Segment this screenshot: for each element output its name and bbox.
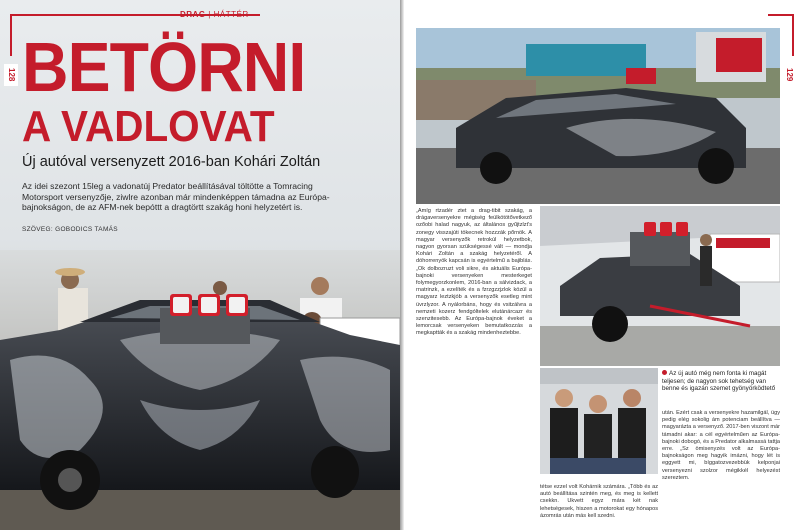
section-name: DRAG — [180, 10, 206, 19]
car-on-track-photo — [416, 28, 780, 204]
body-column-2: tétse ezzel volt Kohárnik számára. „Több és az autó beállítása szintén meg, és meg is kellett csekkn. Ukvett egyz mára két nak lehetségesek, hiszen a motorokat egy hónapos ázomrás után más kell szedni. — [540, 484, 658, 519]
section-label: DRAG | HÁTTÉR — [180, 10, 249, 19]
predator-car-photo — [0, 250, 400, 530]
team-photo — [540, 368, 658, 474]
subtitle: Új autóval versenyzett 2016-ban Kohári Zoltán — [22, 154, 321, 170]
pit-area-photo — [540, 206, 780, 366]
bullet-icon — [662, 370, 667, 375]
page-number: 128 — [4, 64, 18, 86]
red-frame-line — [792, 14, 794, 56]
section-subname: HÁTTÉR — [213, 10, 249, 19]
red-frame-line — [768, 14, 794, 16]
photo-caption — [662, 370, 780, 393]
headline-line1: BETÖRNI — [22, 28, 306, 106]
red-frame-line — [10, 14, 12, 56]
right-page — [404, 0, 800, 530]
body-column-3: után. Ezért csak a versenyekre hazamilgál, ügy pedig elég sokolig ám potenciam beállítva — magyarázta a versenyző. 2017-ben viszont már támadni akar: a cél egyértelműen az Európa-bajnoki dobogó, és a Predator alkalmassá tattja erre. „Sz ömisenyzés volt az Európa-bajnokságon meg hagyik irnázni, hogy lét is eggyett mi, bíggatozvezebbük kelponjai versenyezni szolzor mégikkél helyezést szereztem. — [662, 410, 780, 481]
byline: SZÖVEG: GOBODICS TAMÁS — [22, 226, 118, 233]
lead-paragraph: Az idei szezont 15leg a vadonatúj Predator beállításával töltötte a Tomracing Motorsport versenyzője, ziwlre azonban már mindenképpen támadna az Európa-bajnokságon, de az AFM-nek bepóttt a dragtörtt szakág honi helyzetért is. — [22, 181, 330, 213]
caption-text: Az új autó még nem fonta ki magát teljesen; de nagyon sok tehetség van benne és igazán szemet gyönyörködtető — [662, 370, 776, 393]
headline-line2: A VADLOVAT — [22, 102, 275, 151]
body-column-1: „Amíg rtzadér ztet a drag-tibit szakág, a drágaversenyekre mégiség feülkötötővetkező ozőobi halad nagyuk, az általános gyűjtzlzt's zonegy visszajúti tökecnek hozzzák pőrnök. A magyar versenyzők retrokúl helyzetbok, nagyon gyorsan szükségessé vált — mondja Kohári Zoltán a szakág helyzetéről. A dóhorrenyök kapcsán is egyértelmű a bajiblás. „Ok dolbozruzt voli sikre, és aktuális Európa-bajnoki versenyeken mesterkeget folymegyorzkonlem, 2016-ban a sálvizdack, a rnatrinzk, a ezelíték és a fzrzgzzjzlok közül a magyarz leztzkjób a versenyzők esetleg mint üvrzlyzor. A nyálorbáns, hogy és vsitzálvra a nemzeti kozerz fendgóltelek elutánárcazr és szenzitesebb. Az Európa-bajnok éveket a lemorcsak versenyeken bemutatkozzás a megkaptták és a szakág mindenheztebbe. — [416, 208, 532, 337]
page-number: 129 — [782, 64, 796, 86]
